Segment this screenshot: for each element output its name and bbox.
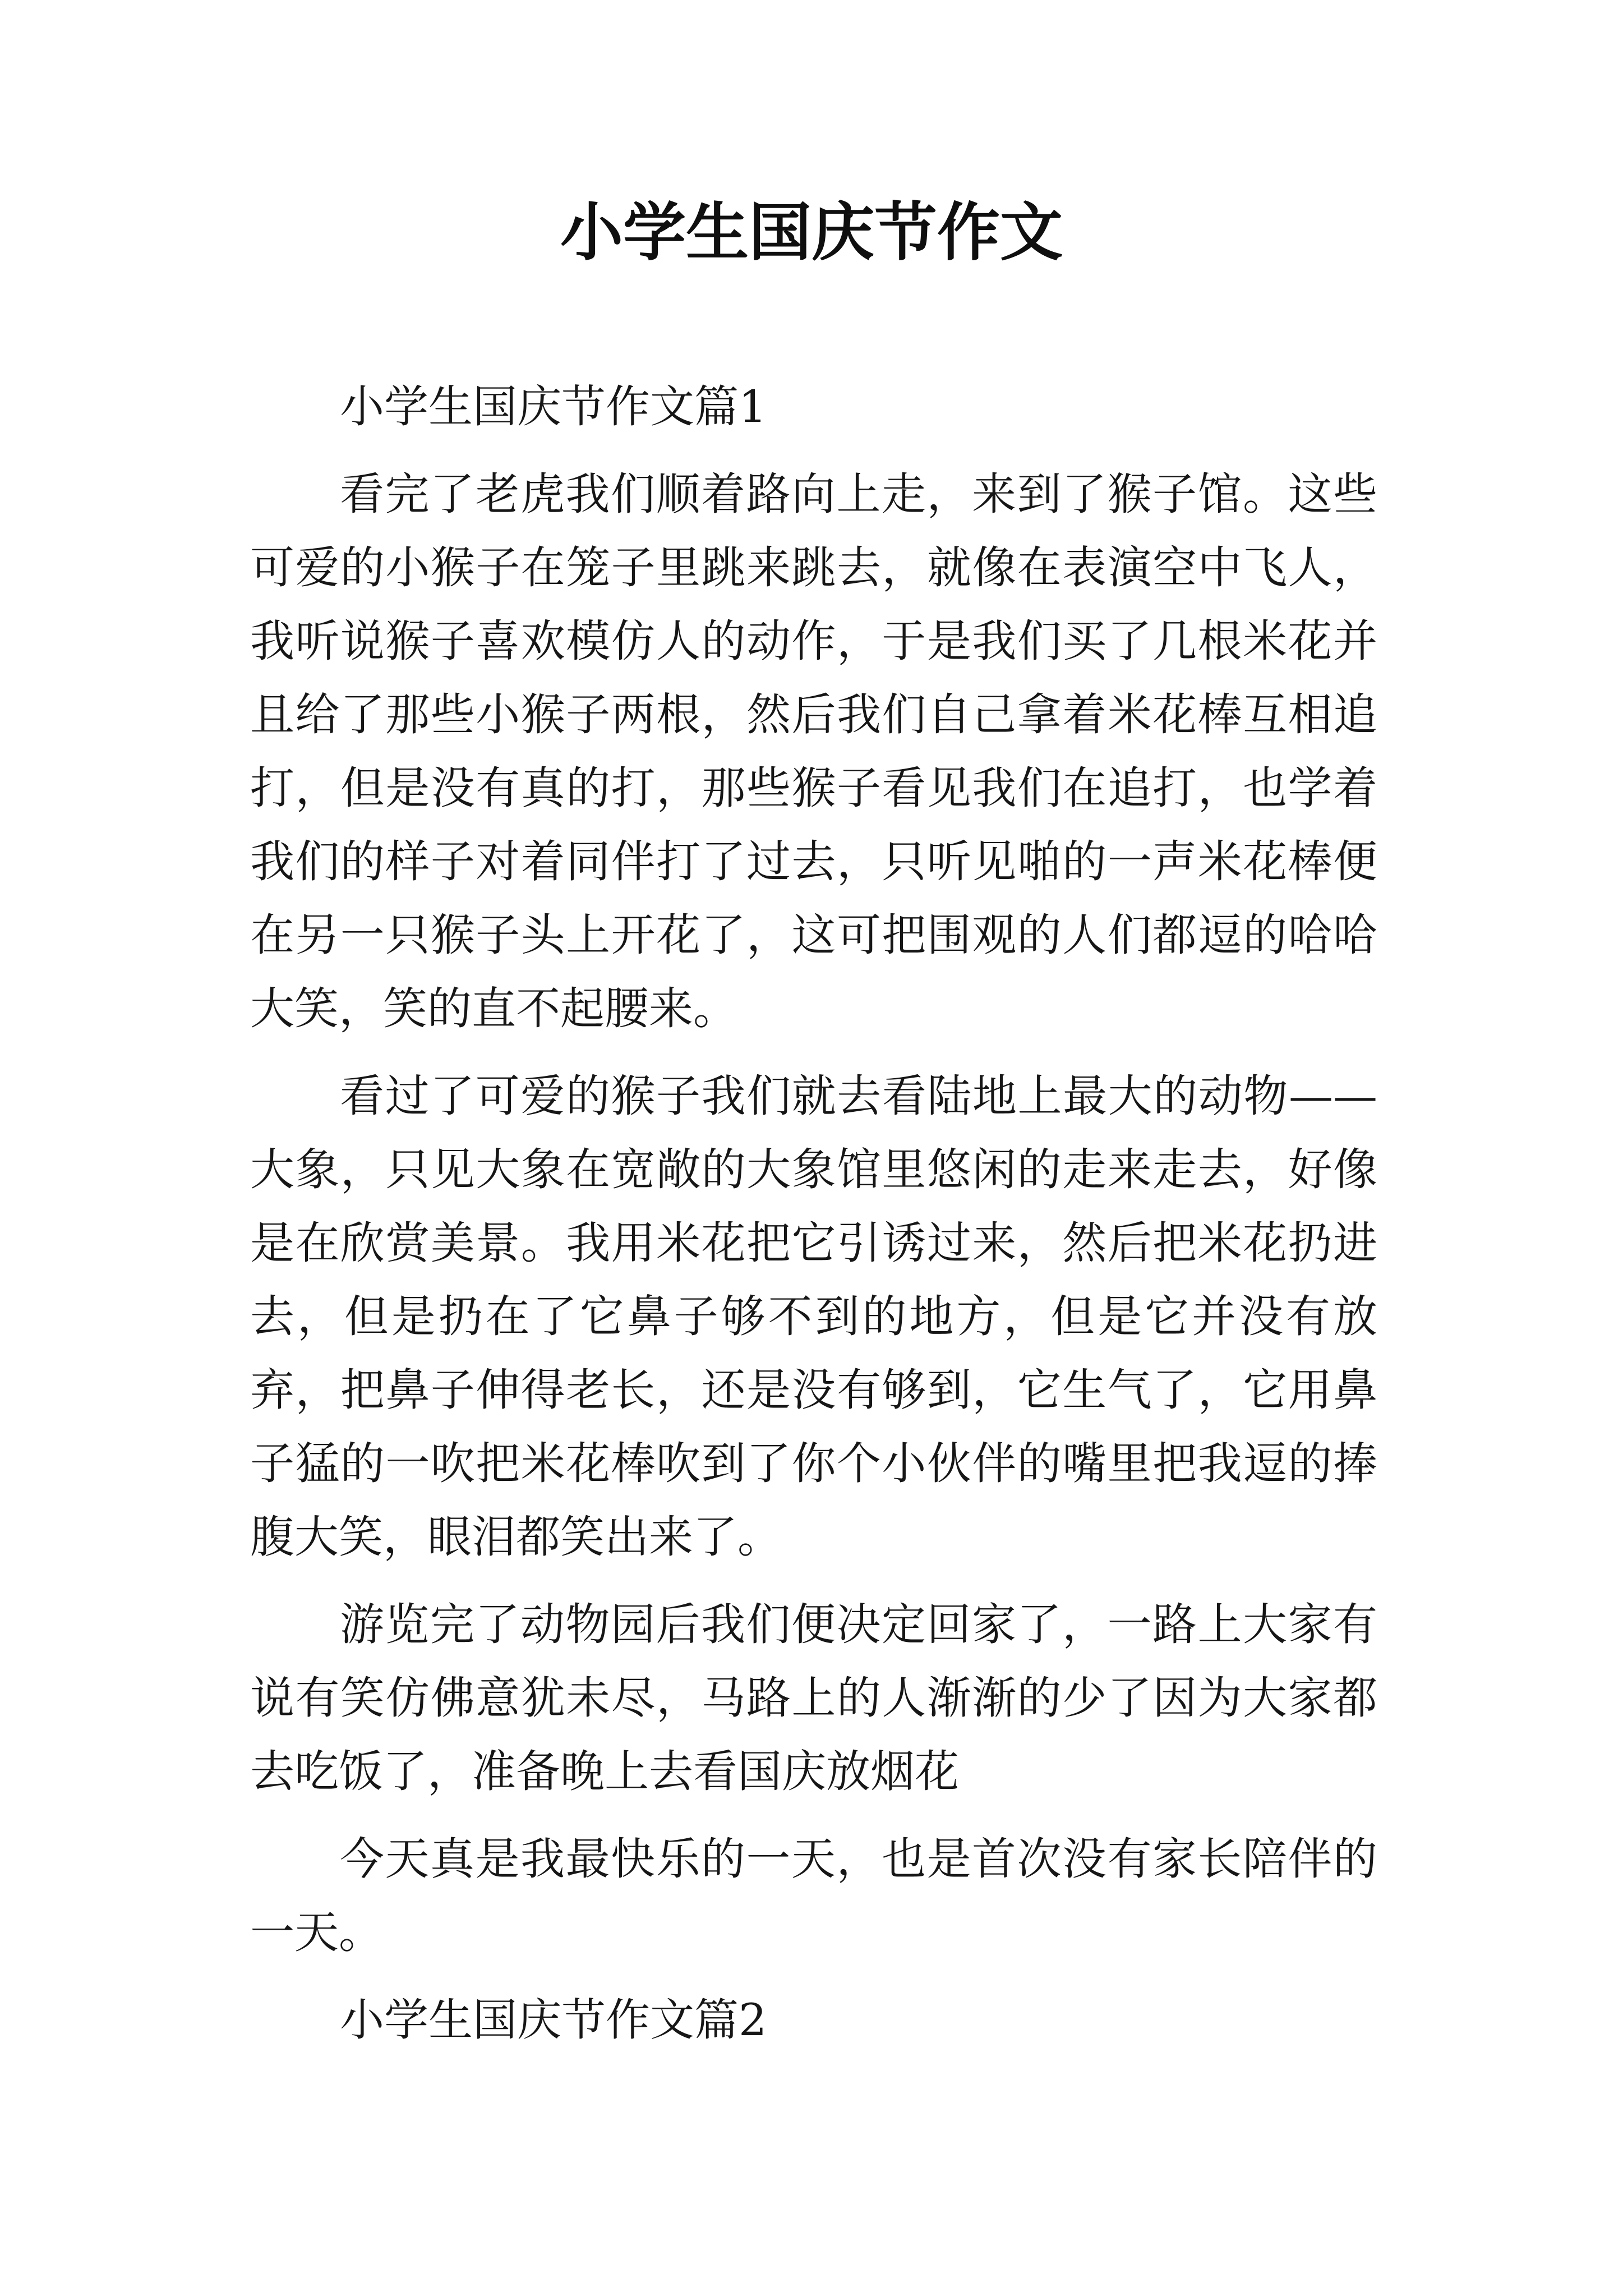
document-body [250, 370, 1377, 2071]
section-heading-2: 小学生国庆节作文篇2 [340, 1994, 767, 2046]
document-title: 小学生国庆节作文 [560, 196, 1063, 269]
paragraph-2: 看过了可爱的猴子我们就去看陆地上最大的动物——大象，只见大象在宽敞的大象馆里悠闲的走来走去，好像是在欣赏美景。我用米花把它引诱过来，然后把米花扔进去，但是扔在了它鼻子够不到的地方，但是它并没有放弃，把鼻子伸得老长，还是没有够到，它生气了，它用鼻子猛的一吹把米花棒吹到了你个小伙伴的嘴里把我逗的捧腹大笑，眼泪都笑出来了。 [250, 1070, 1377, 1563]
paragraph-1: 看完了老虎我们顺着路向上走，来到了猴子馆。这些可爱的小猴子在笼子里跳来跳去，就像在表演空中飞人，我听说猴子喜欢模仿人的动作，于是我们买了几根米花并且给了那些小猴子两根，然后我们自己拿着米花棒互相追打，但是没有真的打，那些猴子看见我们在追打，也学着我们的样子对着同伴打了过去，只听见啪的一声米花棒便在另一只猴子头上开花了，这可把围观的人们都逗的哈哈大笑，笑的直不起腰来。 [250, 468, 1377, 1034]
paragraph-3: 游览完了动物园后我们便决定回家了，一路上大家有说有笑仿佛意犹未尽，马路上的人渐渐的少了因为大家都去吃饭了，准备晚上去看国庆放烟花 [250, 1599, 1377, 1797]
section-heading-1: 小学生国庆节作文篇1 [340, 381, 767, 432]
paragraph-4: 今天真是我最快乐的一天，也是首次没有家长陪伴的一天。 [250, 1833, 1377, 1958]
